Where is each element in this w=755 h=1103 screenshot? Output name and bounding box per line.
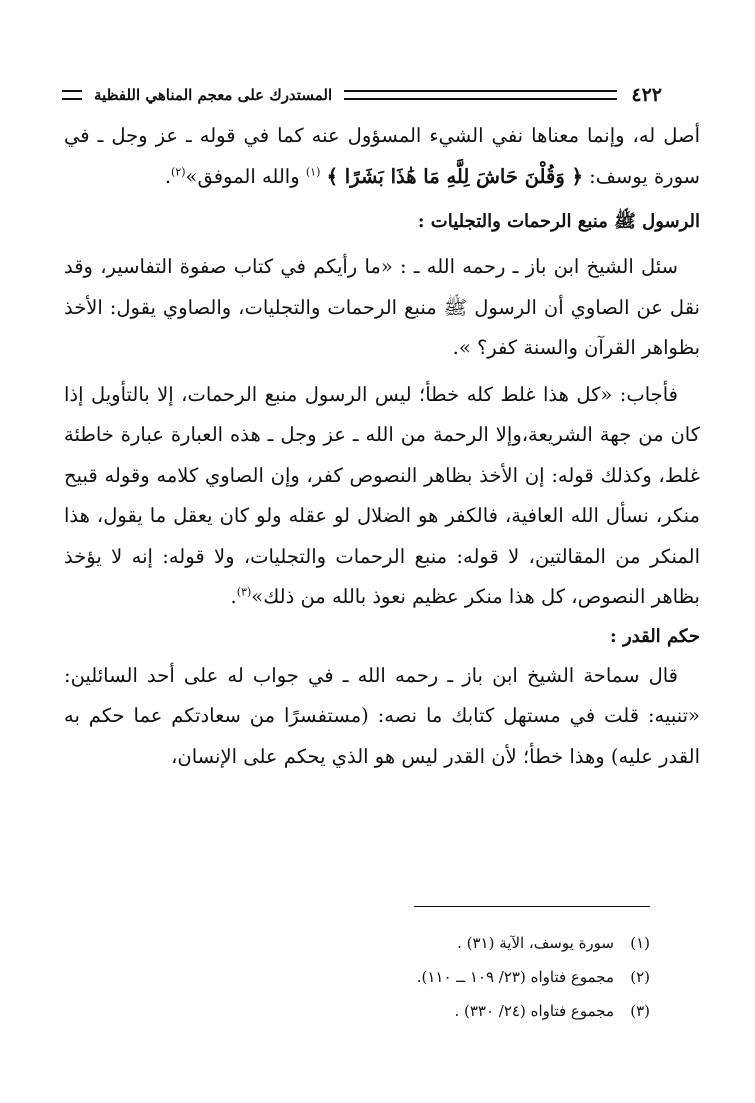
footnote-2: [64, 960, 650, 994]
footnote-number: (١): [630, 934, 650, 952]
page-body: [64, 116, 700, 777]
footnote-3: [64, 994, 650, 1028]
footnote-number: (٢): [630, 968, 650, 986]
footnote-ref-1: (١): [305, 165, 321, 178]
footnote-1: [64, 926, 650, 960]
paragraph-1-end: والله الموفق»: [185, 164, 306, 188]
page-number: ٤٢٢: [631, 84, 662, 106]
footnote-text: مجموع فتاواه (٢٣/ ١٠٩ ــ ١١٠).: [416, 968, 614, 986]
running-header: [62, 84, 662, 106]
paragraph-4: قال سماحة الشيخ ابن باز ـ رحمه الله ـ في جواب له على أحد السائلين: «تنبيه: قلت في مستهل كتابك ما نصه: (مستفسرًا من سعادتكم عما حكم به القدر عليه) وهذا خطأ؛ لأن القدر ليس هو الذي يحكم على الإنسان،: [64, 663, 700, 768]
section-heading-1: الرسول ﷺ منبع الرحمات والتجليات :: [417, 211, 700, 232]
period: .: [164, 164, 172, 188]
section-heading-2: حكم القدر :: [610, 625, 700, 647]
footnote-text: مجموع فتاواه (٢٤/ ٣٣٠) .: [454, 1002, 614, 1020]
period: .: [230, 585, 237, 608]
header-rule: [344, 90, 617, 100]
footnote-ref-2: (٢): [171, 165, 186, 178]
paragraph-1: [64, 116, 700, 197]
footnote-number: (٣): [630, 1002, 650, 1020]
footnote-ref-3: (٣): [236, 585, 252, 599]
quran-verse: ﴿ وَقُلْنَ حَاشَ لِلَّهِ مَا هَٰذَا بَشَرًا ﴾: [326, 164, 583, 188]
footnotes: [64, 926, 650, 1028]
header-end-rule: [62, 90, 82, 100]
running-title: المستدرك على معجم المناهي اللفظية: [94, 86, 333, 104]
paragraph-2: سئل الشيخ ابن باز ـ رحمه الله ـ : «ما رأيكم في كتاب صفوة التفاسير، وقد نقل عن الصاوي أن الرسول ﷺ منبع الرحمات والتجليات، والصاوي يقول: الأخذ بظواهر القرآن والسنة كفر؟ ».: [64, 255, 700, 359]
paragraph-3-text: فأجاب: «كل هذا غلط كله خطأ؛ ليس الرسول منبع الرحمات، إلا بالتأويل إذا كان من جهة الشريعة،وإلا الرحمة من الله ـ عز وجل ـ هذه العبارة عبارة خاطئة غلط، وكذلك قوله: إن الأخذ بظاهر النصوص كفر، وإن الصاوي كلامه وقوله قبيح منكر، نسأل الله العافية، فالكفر هو الضلال لو عقله ولو كان يعقل ما يقول، هذا المنكر من المقالتين، لا قوله: منبع الرحمات والتجليات، ولا قوله: إنه لا يؤخذ بظاهر النصوص، كل هذا منكر عظيم نعوذ بالله من ذلك»: [64, 382, 700, 608]
footnote-divider: [414, 906, 650, 907]
footnote-text: سورة يوسف، الآية (٣١) .: [457, 934, 614, 952]
paragraph-1-text: أصل له، وإنما معناها نفي الشيء المسؤول عنه كما في قوله ـ عز وجل ـ في سورة يوسف:: [64, 124, 700, 188]
paragraph-3: [64, 375, 700, 618]
